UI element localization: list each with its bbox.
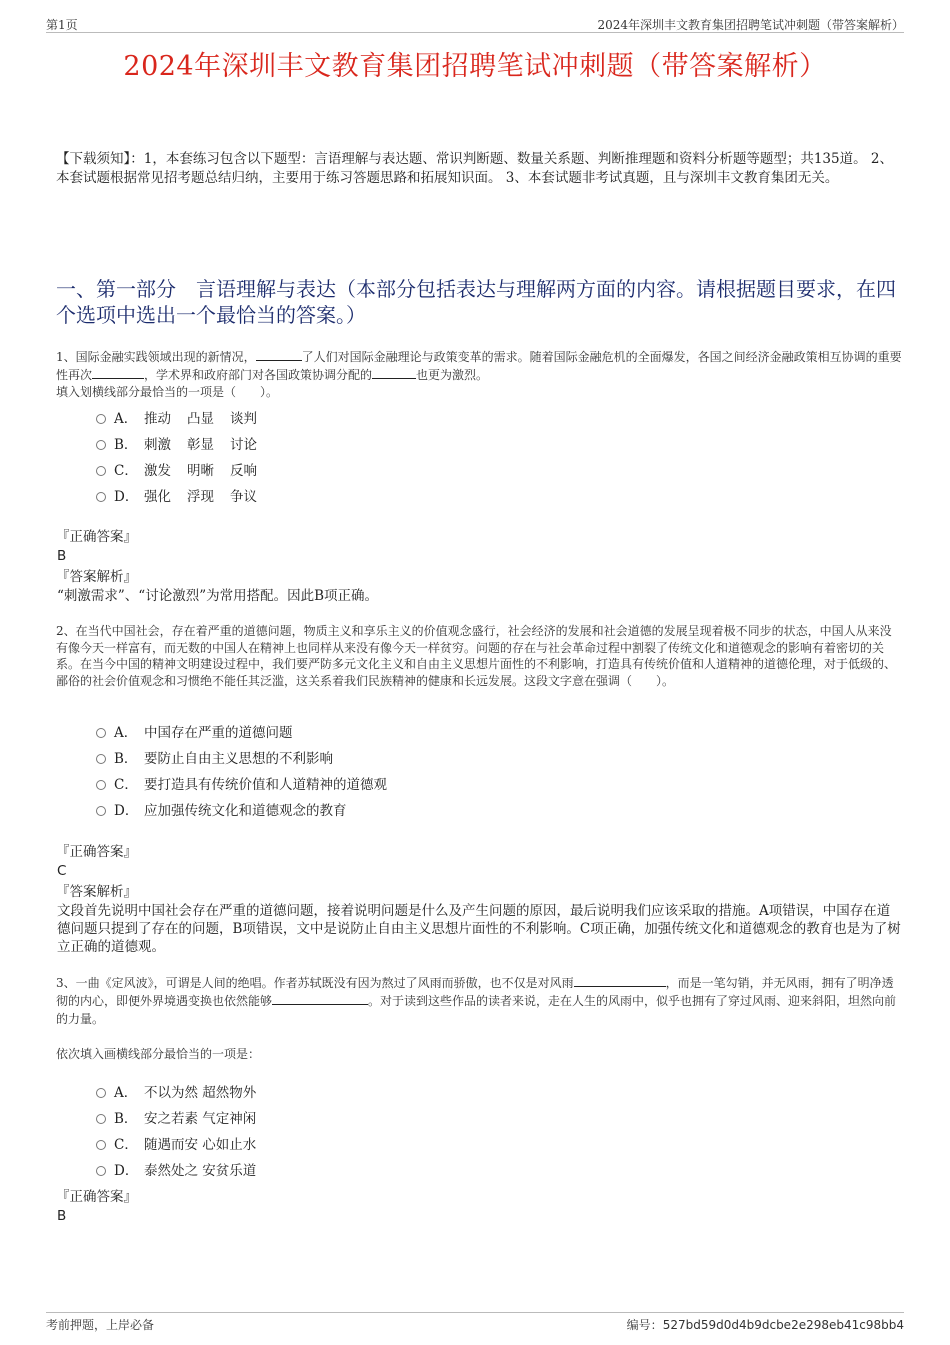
- q1-option-d[interactable]: D． 强化 浮现 争议: [96, 484, 273, 510]
- q2-option-c[interactable]: C． 要打造具有传统价值和人道精神的道德观: [96, 772, 387, 798]
- q2-option-a[interactable]: A． 中国存在严重的道德问题: [96, 720, 387, 746]
- question-1-stem: [56, 348, 902, 401]
- q2-option-b[interactable]: B． 要防止自由主义思想的不利影响: [96, 746, 387, 772]
- radio-icon[interactable]: [96, 754, 106, 764]
- radio-icon[interactable]: [96, 1114, 106, 1124]
- radio-icon[interactable]: [96, 492, 106, 502]
- q1-text-part4: 也更为激烈。: [416, 368, 489, 382]
- q3-blank-2: [272, 992, 368, 1005]
- footer-code: 编号：527bd59d0d4b9dcbe2e298eb41c98bb4: [626, 1318, 904, 1332]
- download-notice: 【下载须知】：1，本套练习包含以下题型：言语理解与表达题、常识判断题、数量关系题、判断推理题和资料分析题等题型；共135道。 2、本套试题根据常见招考题总结归纳，主要用于练习答题思路和拓展知识面。 3、本套试题非考试真题，且与深圳丰文教育集团无关。: [56, 151, 893, 186]
- section-heading: 一、第一部分 言语理解与表达（本部分包括表达与理解两方面的内容。请根据题目要求，在四个选项中选出一个最恰当的答案。）: [56, 277, 896, 327]
- q3-option-c[interactable]: C． 随遇而安 心如止水: [96, 1132, 256, 1158]
- header-doc-title: 2024年深圳丰文教育集团招聘笔试冲刺题（带答案解析）: [597, 18, 904, 32]
- q1-answer-label: 『正确答案』: [56, 529, 137, 545]
- q1-blank-1: [256, 348, 302, 361]
- radio-icon[interactable]: [96, 1166, 106, 1176]
- q1-answer: B: [57, 548, 67, 564]
- q1-prompt: 填入划横线部分最恰当的一项是（ ）。: [56, 385, 279, 399]
- q3-text-part2: ，而是一笔勾销，并无风雨，拥有了明净透彻的内心，即便外界境遇变换也依然能够: [56, 976, 894, 1008]
- q1-analysis: “刺激需求”、“讨论激烈”为常用搭配。因此B项正确。: [57, 588, 379, 604]
- q3-prompt: 依次填入画横线部分最恰当的一项是：: [56, 1047, 261, 1061]
- page-number: 第1页: [46, 18, 78, 32]
- question-3-stem: [56, 974, 902, 1028]
- radio-icon[interactable]: [96, 1088, 106, 1098]
- q2-answer-label: 『正确答案』: [56, 844, 137, 860]
- radio-icon[interactable]: [96, 780, 106, 790]
- question-2-stem: 2、在当代中国社会，存在着严重的道德问题，物质主义和享乐主义的价值观念盛行，社会经济的发展和社会道德的发展呈现着极不同步的状态，中国人从来没有像今天一样富有，而无数的中国人在精神上也同样从来没有像今天一样贫穷。问题的存在与社会革命过程中割裂了传统文化和道德观念的影响有着密切的关系。在当今中国的精神文明建设过程中，我们要严防多元文化主义和自由主义思想片面性的不利影响，打造具有传统价值和人道精神的道德伦理，对于低级的、鄙俗的社会价值观念和习惯绝不能任其泛滥，这关系着我们民族精神的健康和长远发展。这段文字意在强调（ ）。: [56, 624, 897, 688]
- q3-blank-1: [574, 974, 666, 987]
- radio-icon[interactable]: [96, 466, 106, 476]
- q1-analysis-label: 『答案解析』: [56, 569, 137, 585]
- footer-slogan: 考前押题，上岸必备: [46, 1318, 155, 1332]
- q2-answer: C: [57, 863, 67, 879]
- radio-icon[interactable]: [96, 1140, 106, 1150]
- q3-option-b[interactable]: B． 安之若素 气定神闲: [96, 1106, 256, 1132]
- document-title: 2024年深圳丰文教育集团招聘笔试冲刺题（带答案解析）: [123, 51, 827, 82]
- question-2-options: [96, 720, 387, 824]
- q1-option-a[interactable]: A． 推动 凸显 谈判: [96, 406, 273, 432]
- radio-icon[interactable]: [96, 440, 106, 450]
- q2-option-d[interactable]: D． 应加强传统文化和道德观念的教育: [96, 798, 387, 824]
- page-footer: [46, 1312, 904, 1332]
- q1-blank-3: [372, 366, 416, 379]
- q1-option-c[interactable]: C． 激发 明晰 反响: [96, 458, 273, 484]
- q1-text-part1: 1、国际金融实践领域出现的新情况，: [56, 350, 256, 364]
- q3-option-d[interactable]: D． 泰然处之 安贫乐道: [96, 1158, 256, 1184]
- q3-answer-label: 『正确答案』: [56, 1189, 137, 1205]
- q3-answer: B: [57, 1208, 67, 1224]
- q1-blank-2: [92, 366, 144, 379]
- q2-analysis: 文段首先说明中国社会存在严重的道德问题，接着说明问题是什么及产生问题的原因，最后说明我们应该采取的措施。A项错误，中国存在道德问题只提到了存在的问题，B项错误，文中是说防止自由主义思想片面性的不利影响。C项正确，加强传统文化和道德观念的教育也是为了树立正确的道德观。: [57, 903, 901, 955]
- q1-option-b[interactable]: B． 刺激 彰显 讨论: [96, 432, 273, 458]
- question-3-options: [96, 1080, 256, 1184]
- q1-text-part2: 了人们对国际金融理论与政策变革的需求。随着国际金融危机的全面爆发，各国之间经济金融政策相互协调的重要性再次: [56, 350, 902, 382]
- radio-icon[interactable]: [96, 728, 106, 738]
- q3-text-part3: 。对于读到这些作品的读者来说，走在人生的风雨中，似乎也拥有了穿过风雨、迎来斜阳，坦然向前的力量。: [56, 994, 897, 1026]
- q3-text-part1: 3、一曲《定风波》，可谓是人间的绝唱。作者苏轼既没有因为熬过了风雨而骄傲，也不仅是对风雨: [56, 976, 574, 990]
- q3-option-a[interactable]: A． 不以为然 超然物外: [96, 1080, 256, 1106]
- q2-analysis-label: 『答案解析』: [56, 884, 137, 900]
- q1-text-part3: ，学术界和政府部门对各国政策协调分配的: [144, 368, 373, 382]
- radio-icon[interactable]: [96, 806, 106, 816]
- page-header: [46, 14, 904, 33]
- question-1-options: [96, 406, 273, 510]
- radio-icon[interactable]: [96, 414, 106, 424]
